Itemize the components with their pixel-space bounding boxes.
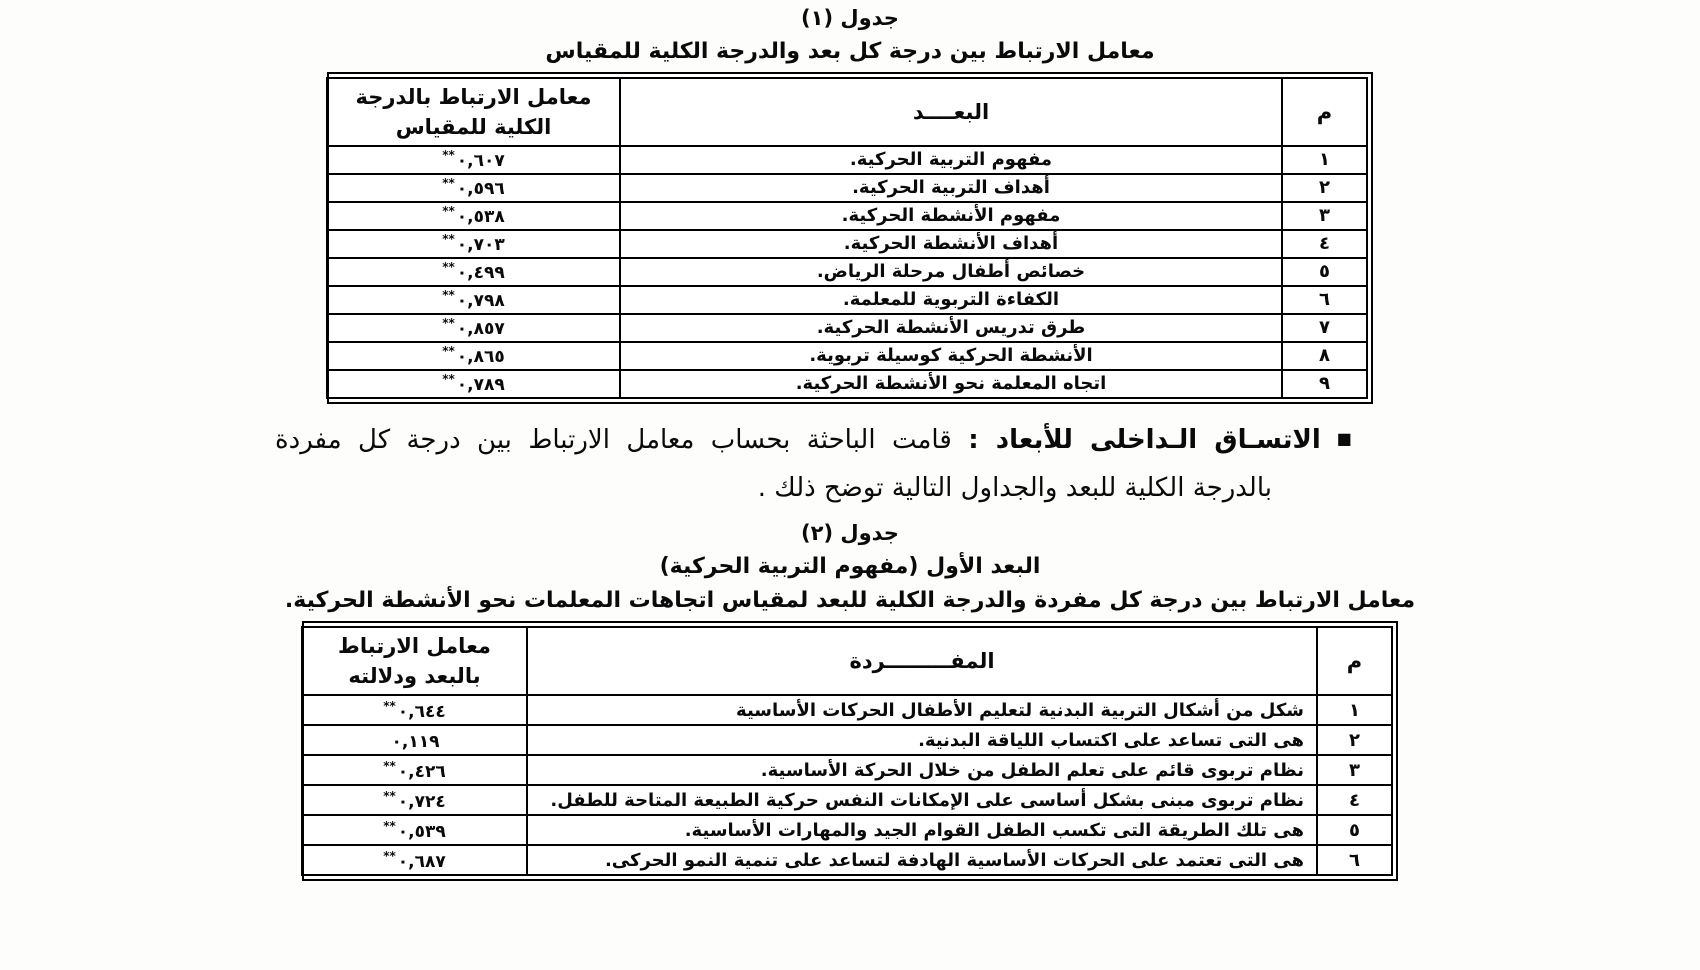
significance-stars: **	[383, 698, 396, 713]
table1-header-row	[327, 78, 1367, 146]
coefficient-value: ٠,٥٣٩	[397, 821, 446, 842]
table2-title: جدول (٢)	[801, 521, 899, 546]
note-line2-text: بالدرجة الكلية للبعد والجداول التالية توضح ذلك .	[757, 472, 1272, 503]
dimension-name: الأنشطة الحركية كوسيلة تربوية.	[620, 342, 1282, 370]
table-row	[327, 230, 1367, 258]
significance-stars: **	[442, 204, 455, 219]
table2-frame	[302, 621, 1398, 881]
table2	[301, 626, 1393, 876]
significance-stars: **	[442, 288, 455, 303]
row-number: ٧	[1282, 314, 1367, 342]
coefficient-value: ٠,٦٤٤	[397, 701, 446, 722]
item-text: شكل من أشكال التربية البدنية لتعليم الأطفال الحركات الأساسية	[527, 695, 1317, 725]
coefficient-cell	[302, 845, 527, 875]
item-text: نظام تربوى مبنى بشكل أساسى على الإمكانات النفس حركية الطبيعة المتاحة للطفل.	[527, 785, 1317, 815]
table-row	[302, 785, 1392, 815]
significance-stars: **	[442, 260, 455, 275]
row-number: ٦	[1282, 286, 1367, 314]
coefficient-value: ٠,٤٩٩	[456, 263, 505, 284]
table-row	[327, 370, 1367, 398]
significance-stars: **	[442, 372, 455, 387]
table2-header-coefficient	[302, 627, 527, 695]
row-number: ٥	[1282, 258, 1367, 286]
coefficient-value: ٠,٦٨٧	[397, 851, 446, 872]
table-row	[327, 146, 1367, 174]
coefficient-value: ٠,١١٩	[391, 731, 440, 752]
significance-stars: **	[442, 344, 455, 359]
table1-header-num: م	[1282, 78, 1367, 146]
internal-consistency-note	[275, 422, 1360, 507]
row-number: ٣	[1282, 202, 1367, 230]
dimension-name: أهداف التربية الحركية.	[620, 174, 1282, 202]
table-row	[302, 755, 1392, 785]
table2-header-row	[302, 627, 1392, 695]
coefficient-value: ٠,٥٩٦	[456, 179, 505, 200]
coefficient-cell	[327, 174, 620, 202]
table-row	[302, 845, 1392, 875]
coefficient-cell	[302, 725, 527, 755]
coefficient-cell	[327, 342, 620, 370]
coefficient-cell	[327, 370, 620, 398]
significance-stars: **	[442, 232, 455, 247]
table-row	[327, 174, 1367, 202]
table2-body	[302, 695, 1392, 875]
table1-header-coefficient-line1: معامل الارتباط بالدرجة	[355, 84, 592, 109]
row-number: ٢	[1317, 725, 1392, 755]
table1-header-coefficient	[327, 78, 620, 146]
coefficient-value: ٠,٧٩٨	[456, 291, 505, 312]
row-number: ١	[1282, 146, 1367, 174]
dimension-name: أهداف الأنشطة الحركية.	[620, 230, 1282, 258]
bullet-square-icon: ■	[1336, 429, 1361, 448]
table2-header-coefficient-line1: معامل الارتباط	[338, 633, 491, 658]
dimension-name: مفهوم الأنشطة الحركية.	[620, 202, 1282, 230]
row-number: ٣	[1317, 755, 1392, 785]
row-number: ٥	[1317, 815, 1392, 845]
row-number: ٨	[1282, 342, 1367, 370]
coefficient-cell	[302, 815, 527, 845]
note-line1	[275, 422, 1360, 460]
table-row	[302, 815, 1392, 845]
table2-subtitle1: البعد الأول (مفهوم التربية الحركية)	[659, 554, 1041, 580]
row-number: ٩	[1282, 370, 1367, 398]
table-row	[327, 286, 1367, 314]
significance-stars: **	[383, 788, 396, 803]
item-text: هى التى تعتمد على الحركات الأساسية الهادفة لتساعد على تنمية النمو الحركى.	[527, 845, 1317, 875]
row-number: ٢	[1282, 174, 1367, 202]
table2-header-coefficient-line2: بالبعد ودلالته	[348, 664, 481, 689]
table1	[326, 77, 1368, 399]
table1-title: جدول (١)	[801, 6, 899, 30]
row-number: ٤	[1282, 230, 1367, 258]
coefficient-cell	[327, 230, 620, 258]
table-row	[302, 725, 1392, 755]
table2-header-item: المفـــــــــردة	[527, 627, 1317, 695]
coefficient-value: ٠,٧٨٩	[456, 375, 505, 396]
coefficient-cell	[327, 314, 620, 342]
coefficient-cell	[327, 286, 620, 314]
coefficient-cell	[302, 755, 527, 785]
significance-stars: **	[383, 818, 396, 833]
coefficient-value: ٠,٨٦٥	[456, 347, 505, 368]
item-text: هى التى تساعد على اكتساب اللياقة البدنية.	[527, 725, 1317, 755]
table-row	[327, 258, 1367, 286]
table1-subtitle: معامل الارتباط بين درجة كل بعد والدرجة الكلية للمقياس	[545, 39, 1155, 64]
dimension-name: طرق تدريس الأنشطة الحركية.	[620, 314, 1282, 342]
coefficient-cell	[327, 146, 620, 174]
table1-body	[327, 146, 1367, 398]
row-number: ١	[1317, 695, 1392, 725]
table-row	[302, 695, 1392, 725]
note-line1-text: قامت الباحثة بحساب معامل الارتباط بين درجة كل مفردة	[275, 425, 952, 455]
note-lead-text: الاتسـاق الـداخلى للأبعاد :	[968, 425, 1321, 455]
table1-header-dimension: البعــــد	[620, 78, 1282, 146]
item-text: هى تلك الطريقة التى تكسب الطفل القوام الجيد والمهارات الأساسية.	[527, 815, 1317, 845]
table1-frame	[327, 72, 1373, 404]
significance-stars: **	[383, 848, 396, 863]
coefficient-value: ٠,٧٢٤	[397, 791, 446, 812]
dimension-name: مفهوم التربية الحركية.	[620, 146, 1282, 174]
coefficient-value: ٠,٦٠٧	[456, 151, 505, 172]
coefficient-cell	[302, 785, 527, 815]
row-number: ٤	[1317, 785, 1392, 815]
significance-stars: **	[442, 316, 455, 331]
significance-stars: **	[383, 758, 396, 773]
table-row	[327, 202, 1367, 230]
table-row	[327, 342, 1367, 370]
coefficient-value: ٠,٨٥٧	[456, 319, 505, 340]
dimension-name: خصائص أطفال مرحلة الرياض.	[620, 258, 1282, 286]
coefficient-value: ٠,٧٠٣	[456, 235, 505, 256]
significance-stars: **	[442, 176, 455, 191]
coefficient-value: ٠,٥٣٨	[456, 207, 505, 228]
significance-stars: **	[442, 148, 455, 163]
row-number: ٦	[1317, 845, 1392, 875]
table1-header-coefficient-line2: الكلية للمقياس	[395, 115, 552, 139]
item-text: نظام تربوى قائم على تعلم الطفل من خلال الحركة الأساسية.	[527, 755, 1317, 785]
coefficient-cell	[327, 202, 620, 230]
coefficient-cell	[327, 258, 620, 286]
coefficient-value: ٠,٤٢٦	[397, 761, 446, 782]
table2-header-num: م	[1317, 627, 1392, 695]
dimension-name: الكفاءة التربوية للمعلمة.	[620, 286, 1282, 314]
table2-subtitle2: معامل الارتباط بين درجة كل مفردة والدرجة الكلية للبعد لمقياس اتجاهات المعلمات نحو الأنشطة الحركية.	[284, 588, 1416, 614]
coefficient-cell	[302, 695, 527, 725]
table-row	[327, 314, 1367, 342]
dimension-name: اتجاه المعلمة نحو الأنشطة الحركية.	[620, 370, 1282, 398]
